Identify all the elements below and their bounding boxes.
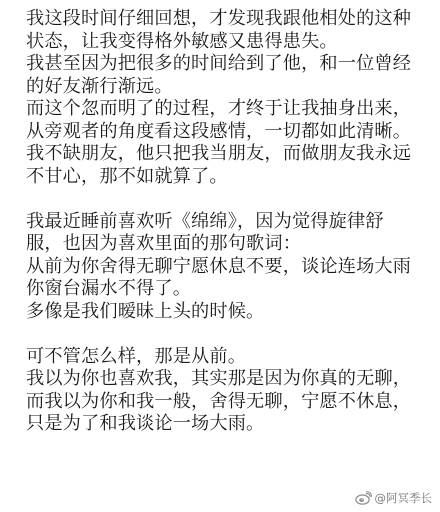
text-line: 从旁观者的角度看这段感情，一切都如此清晰。 bbox=[26, 120, 412, 142]
paragraph-4 bbox=[26, 143, 434, 188]
text-line: 可不管怎么样，那是从前。 bbox=[26, 345, 247, 367]
text-line: 服，也因为喜欢里面的那句歌词： bbox=[26, 233, 302, 254]
text-line: 我甚至因为把很多的时间给到了他，和一位曾经 bbox=[26, 53, 412, 74]
paragraph-9 bbox=[26, 368, 434, 436]
text-line: 只是为了和我谈论一场大雨。 bbox=[26, 413, 265, 434]
paragraph-2 bbox=[26, 53, 434, 98]
text-line: 的好友渐行渐远。 bbox=[26, 75, 173, 97]
text-line: 我以为你也喜欢我，其实那是因为你真的无聊， bbox=[26, 368, 412, 389]
text-line: 我最近睡前喜欢听《绵绵》，因为觉得旋律舒 bbox=[26, 210, 384, 232]
text-line: 状态，让我变得格外敏感又患得患失。 bbox=[26, 30, 338, 52]
paragraph-8 bbox=[26, 346, 434, 369]
watermark-text: @阿冥季长 bbox=[374, 491, 432, 505]
text-line: 你窗台漏水不得了。 bbox=[26, 278, 192, 299]
text-line: 而我以为你和我一般，舍得无聊，宁愿不休息， bbox=[26, 390, 412, 412]
weibo-icon bbox=[355, 491, 372, 505]
paragraph-6 bbox=[26, 256, 434, 301]
post-body bbox=[26, 8, 434, 436]
text-line: 而这个忽而明了的过程，才终于让我抽身出来， bbox=[26, 98, 412, 119]
paragraph-5 bbox=[26, 211, 434, 256]
paragraph-3 bbox=[26, 98, 434, 143]
paragraph-7 bbox=[26, 301, 434, 324]
text-line: 从前为你舍得无聊宁愿休息不要，谈论连场大雨 bbox=[26, 255, 412, 277]
paragraph-gap bbox=[26, 323, 434, 346]
text-line: 多像是我们暧昧上头的时候。 bbox=[26, 300, 265, 322]
text-line: 我不缺朋友，他只把我当朋友，而做朋友我永远 bbox=[26, 143, 412, 164]
text-line: 我这段时间仔细回想，才发现我跟他相处的这种 bbox=[26, 8, 412, 29]
paragraph-1 bbox=[26, 8, 434, 53]
paragraph-gap bbox=[26, 188, 434, 211]
text-line: 不甘心，那不如就算了。 bbox=[26, 165, 228, 187]
watermark bbox=[355, 490, 433, 506]
